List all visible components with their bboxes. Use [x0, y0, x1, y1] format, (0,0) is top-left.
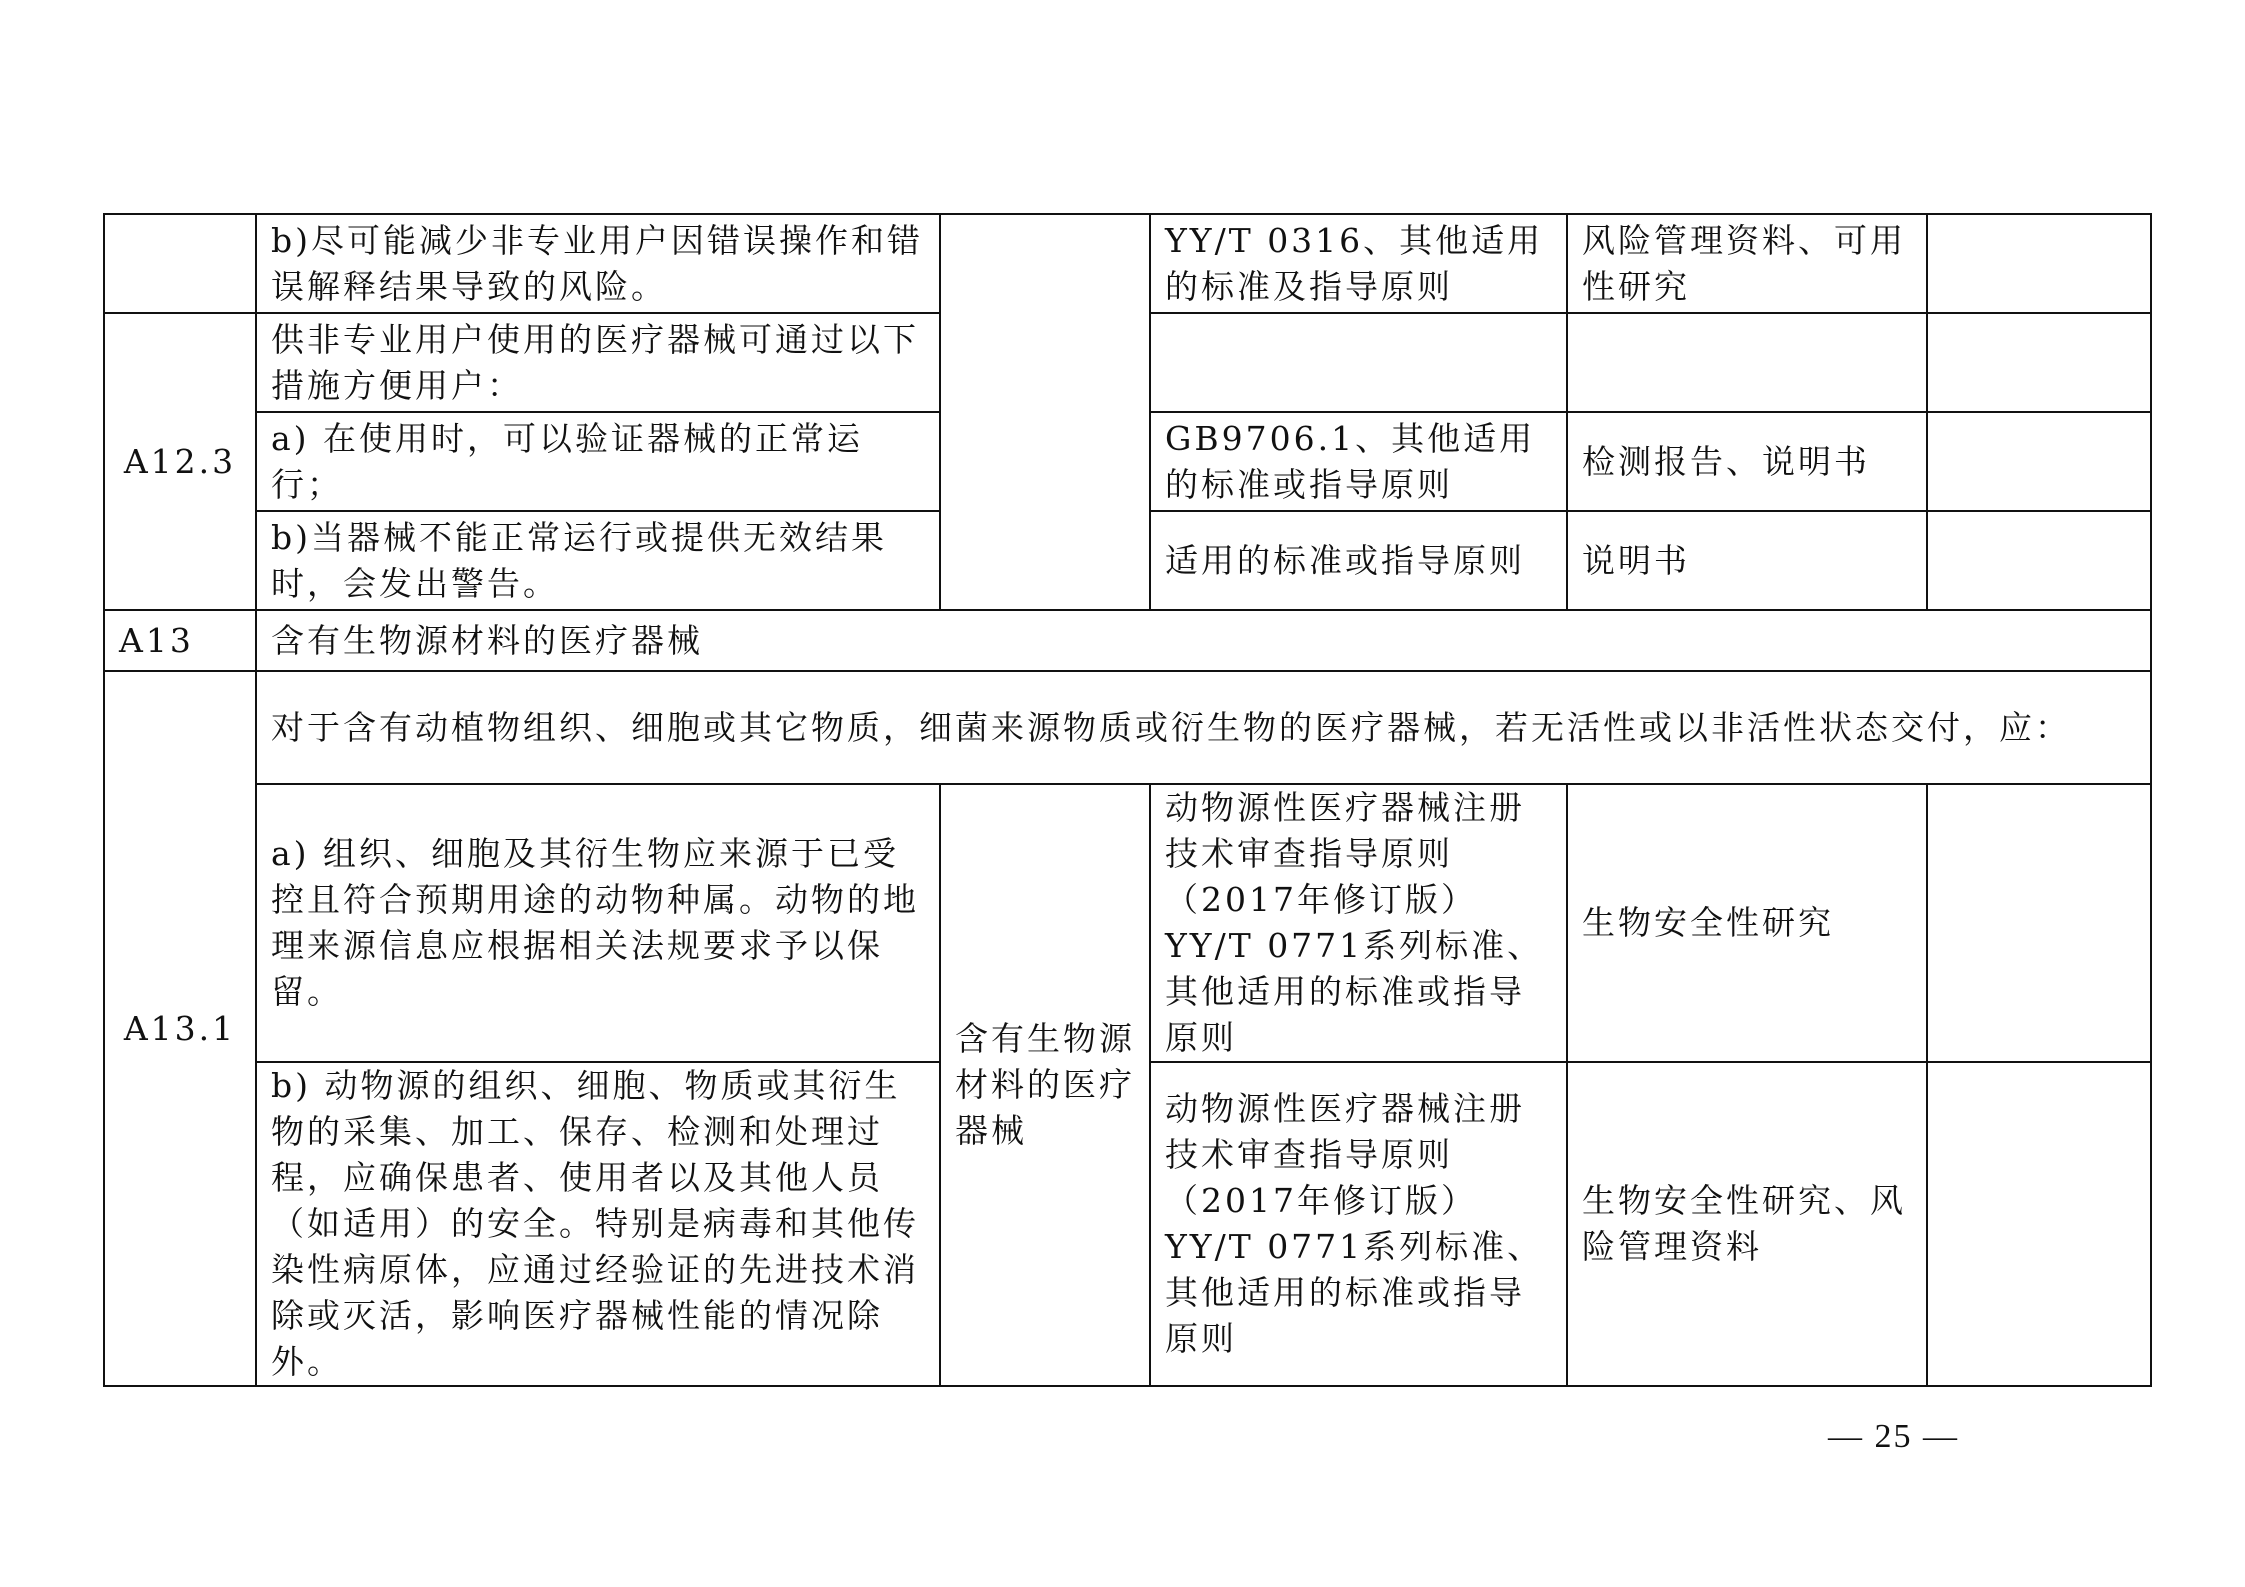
remark-cell — [1927, 1062, 2151, 1386]
remark-cell — [1927, 511, 2151, 610]
table-row — [104, 671, 2151, 784]
remark-cell — [1927, 313, 2151, 412]
standard-cell — [1150, 313, 1567, 412]
evidence-cell: 说明书 — [1567, 511, 1927, 610]
requirement-cell: b)尽可能减少非专业用户因错误操作和错误解释结果导致的风险。 — [256, 214, 940, 313]
standard-cell: 动物源性医疗器械注册技术审查指导原则（2017年修订版）YY/T 0771系列标准、其他适用的标准或指导原则 — [1150, 784, 1567, 1062]
standard-cell: 动物源性医疗器械注册技术审查指导原则（2017年修订版）YY/T 0771系列标准、其他适用的标准或指导原则 — [1150, 1062, 1567, 1386]
id-cell-empty — [104, 214, 256, 313]
standard-cell: 适用的标准或指导原则 — [1150, 511, 1567, 610]
standard-cell: GB9706.1、其他适用的标准或指导原则 — [1150, 412, 1567, 511]
requirements-table — [103, 213, 2152, 1387]
requirement-intro: 对于含有动植物组织、细胞或其它物质，细菌来源物质或衍生物的医疗器械，若无活性或以非活性状态交付，应： — [256, 671, 2151, 784]
requirement-cell: b)当器械不能正常运行或提供无效结果时，会发出警告。 — [256, 511, 940, 610]
evidence-cell: 生物安全性研究 — [1567, 784, 1927, 1062]
requirement-cell: a) 在使用时，可以验证器械的正常运行； — [256, 412, 940, 511]
clause-id-a12-3: A12.3 — [104, 313, 256, 610]
table-row — [104, 610, 2151, 671]
device-family-cell: 含有生物源材料的医疗器械 — [940, 784, 1150, 1386]
requirement-cell: a) 组织、细胞及其衍生物应来源于已受控且符合预期用途的动物种属。动物的地理来源信息应根据相关法规要求予以保留。 — [256, 784, 940, 1062]
remark-cell — [1927, 412, 2151, 511]
requirement-cell: b) 动物源的组织、细胞、物质或其衍生物的采集、加工、保存、检测和处理过程，应确保患者、使用者以及其他人员（如适用）的安全。特别是病毒和其他传染性病原体，应通过经验证的先进技术消除或灭活，影响医疗器械性能的情况除外。 — [256, 1062, 940, 1386]
table-row — [104, 214, 2151, 313]
requirement-cell: 供非专业用户使用的医疗器械可通过以下措施方便用户： — [256, 313, 940, 412]
section-title: 含有生物源材料的医疗器械 — [256, 610, 2151, 671]
evidence-cell: 生物安全性研究、风险管理资料 — [1567, 1062, 1927, 1386]
remark-cell — [1927, 784, 2151, 1062]
device-family-cell-empty — [940, 214, 1150, 610]
remark-cell — [1927, 214, 2151, 313]
standard-cell: YY/T 0316、其他适用的标准及指导原则 — [1150, 214, 1567, 313]
evidence-cell: 风险管理资料、可用性研究 — [1567, 214, 1927, 313]
clause-id-a13: A13 — [104, 610, 256, 671]
evidence-cell: 检测报告、说明书 — [1567, 412, 1927, 511]
evidence-cell — [1567, 313, 1927, 412]
clause-id-a13-1: A13.1 — [104, 671, 256, 1386]
table-row — [104, 784, 2151, 1062]
page-number: — 25 — — [1828, 1418, 1959, 1455]
